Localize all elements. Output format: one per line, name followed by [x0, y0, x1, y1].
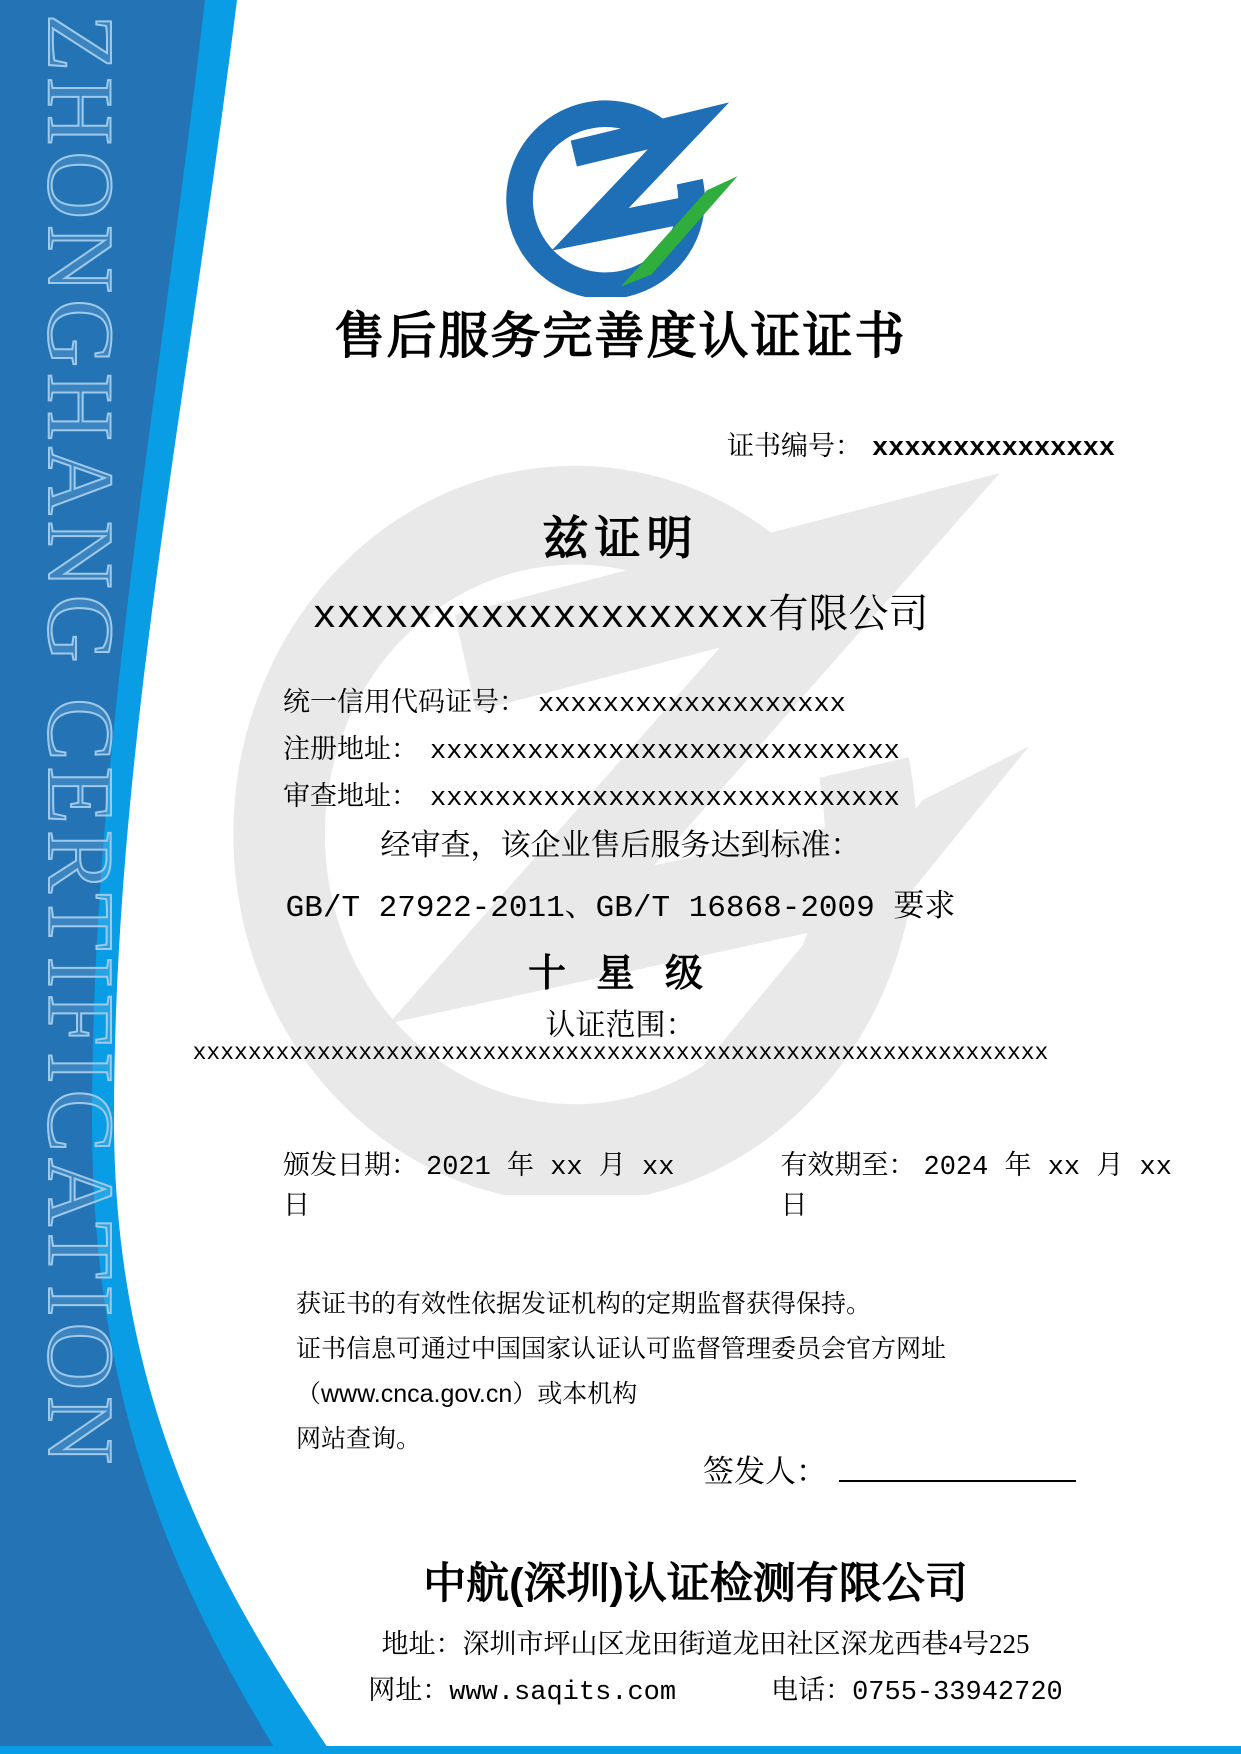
- company-logo-icon: [498, 92, 754, 297]
- standards-line: GB/T 27922-2011、GB/T 16868-2009 要求: [285, 891, 956, 926]
- issuer-website-value: www.saqits.com: [449, 1678, 677, 1708]
- issuer-website-label: 网址：: [368, 1675, 450, 1705]
- logo-z-shape: [574, 126, 689, 229]
- issuer-address-row: [0, 1622, 1241, 1661]
- note-line-3: 网站查询。: [296, 1425, 422, 1453]
- credit-code-label: 统一信用代码证号：: [283, 687, 526, 717]
- valid-until-value: 2024 年 xx 月 xx 日: [780, 1153, 1172, 1223]
- registered-address-row: [283, 727, 1163, 767]
- certified-company-name: xxxxxxxxxxxxxxxxxxx有限公司: [312, 595, 929, 640]
- issuer-contact-row: [0, 1668, 1241, 1708]
- issue-date-value: 2021 年 xx 月 xx 日: [283, 1153, 675, 1223]
- signature-line: [839, 1444, 1076, 1482]
- rating-line: 十 星 级: [527, 953, 714, 995]
- assessment-line: 经审查，该企业售后服务达到标准：: [380, 829, 861, 862]
- issuer-phone-value: 0755-33942720: [852, 1678, 1063, 1708]
- cert-number-row: [0, 424, 1241, 464]
- certificate-title: 售后服务完善度认证证书: [334, 308, 907, 364]
- band-vertical-text: ZHONGHANG CERTIFICATION: [28, 14, 132, 1471]
- audit-address-value: xxxxxxxxxxxxxxxxxxxxxxxxxxxxx: [430, 784, 900, 814]
- registered-address-value: xxxxxxxxxxxxxxxxxxxxxxxxxxxxx: [430, 737, 900, 767]
- dates-row: [283, 1143, 1183, 1223]
- scope-label: 认证范围：: [545, 1009, 696, 1042]
- valid-until-label: 有效期至：: [780, 1150, 916, 1180]
- credit-code-row: [283, 680, 1163, 720]
- registered-address-label: 注册地址：: [283, 734, 418, 764]
- issue-date-label: 颁发日期：: [283, 1150, 418, 1180]
- issuer-website: [368, 1668, 676, 1708]
- issuer-name: 中航(深圳)认证检测有限公司: [423, 1560, 968, 1608]
- issue-date: [283, 1143, 686, 1223]
- issuer-address-value: 深圳市坪山区龙田街道龙田社区深龙西巷4号225: [462, 1629, 1030, 1659]
- certify-heading: 兹证明: [542, 512, 699, 564]
- notes-block: [296, 1282, 1166, 1462]
- credit-code-value: xxxxxxxxxxxxxxxxxxx: [538, 690, 846, 720]
- signer-label: 签发人：: [703, 1454, 827, 1489]
- cert-number-value: xxxxxxxxxxxxxxx: [871, 434, 1115, 464]
- issuer-address-label: 地址：: [381, 1629, 463, 1659]
- note-line-1: 获证书的有效性依据发证机构的定期监督获得保持。: [296, 1290, 872, 1318]
- note-line-2: 证书信息可通过中国国家认证认可监督管理委员会官方网址（www.cnca.gov.cn）或本机构: [296, 1335, 947, 1408]
- audit-address-label: 审查地址：: [283, 781, 418, 811]
- audit-address-row: [283, 774, 1163, 814]
- signer-row: [703, 1444, 1203, 1491]
- cert-number-label: 证书编号：: [726, 431, 862, 461]
- issuer-phone: [771, 1668, 1063, 1708]
- issuer-phone-label: 电话：: [771, 1675, 853, 1705]
- scope-value: xxxxxxxxxxxxxxxxxxxxxxxxxxxxxxxxxxxxxxxxxxxxxxxxxxxxxxxxxxxxxx: [192, 1040, 1049, 1066]
- valid-until: [781, 1143, 1184, 1223]
- bottom-edge-strip: [0, 1746, 1241, 1754]
